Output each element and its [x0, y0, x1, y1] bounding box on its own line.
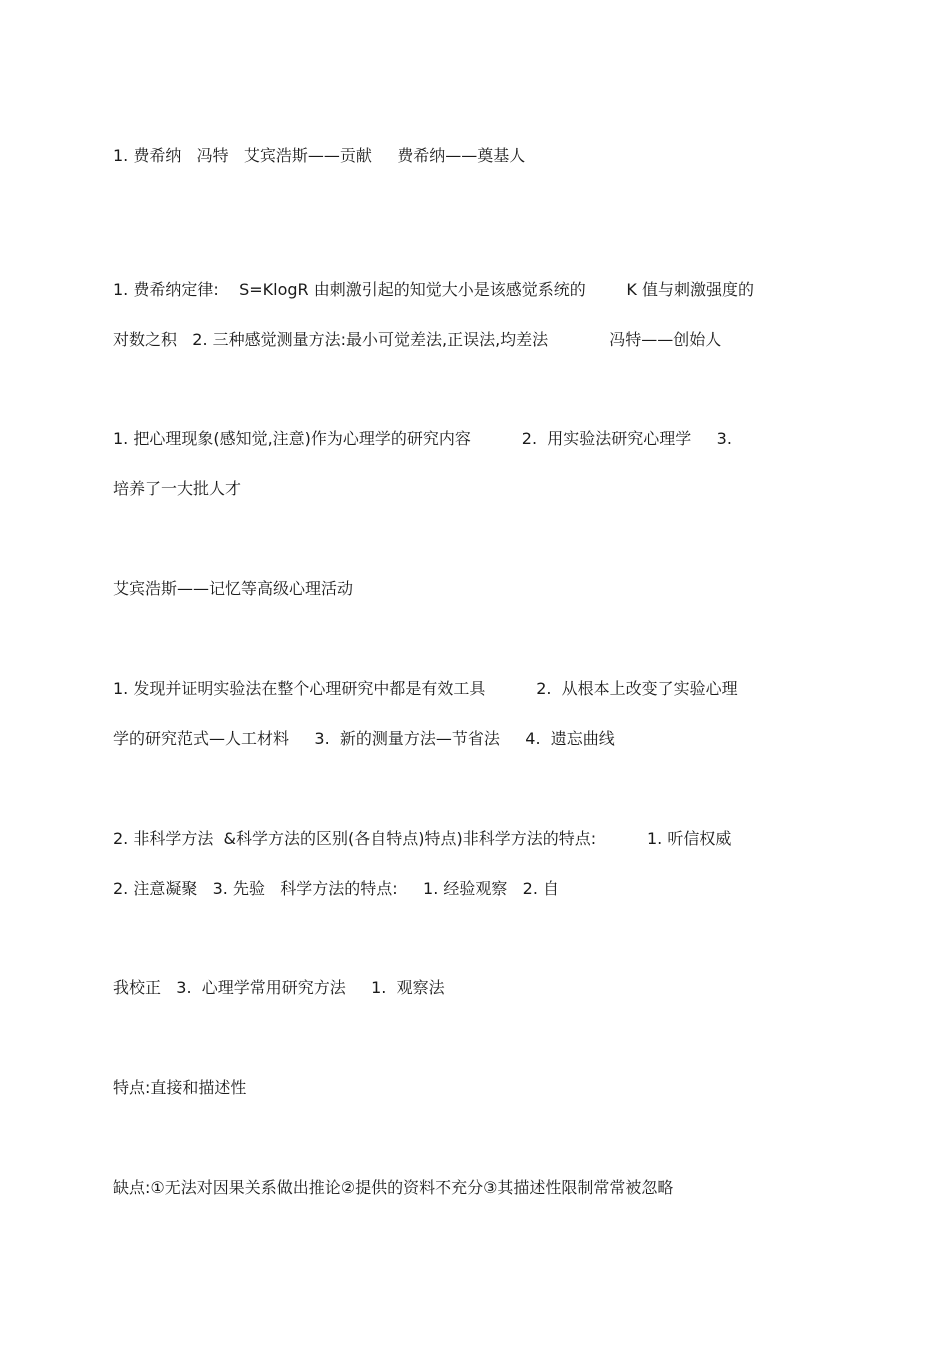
line-wundt-contributions-cont: 培养了一大批人才 [113, 479, 242, 498]
line-scientific-vs-nonscientific: 2. 非科学方法 &科学方法的区别(各自特点)特点)非科学方法的特点: 1. 听信权威 [113, 829, 732, 848]
line-ebbinghaus-contributions: 1. 发现并证明实验法在整个心理研究中都是有效工具 2. 从根本上改变了实验心理 [113, 679, 738, 698]
line-scientific-features: 2. 注意凝聚 3. 先验 科学方法的特点: 1. 经验观察 2. 自 [113, 879, 560, 898]
line-research-methods: 我校正 3. 心理学常用研究方法 1. 观察法 [113, 978, 445, 997]
line-observation-features: 特点:直接和描述性 [113, 1078, 247, 1097]
line-contributors: 1. 费希纳 冯特 艾宾浩斯——贡献 费希纳——奠基人 [113, 146, 526, 165]
line-fechner-law: 1. 费希纳定律: S=KlogR 由刺激引起的知觉大小是该感觉系统的 K 值与刺激强度的 [113, 280, 755, 299]
line-ebbinghaus-contributions-cont: 学的研究范式—人工材料 3. 新的测量方法—节省法 4. 遗忘曲线 [113, 729, 615, 748]
line-wundt-contributions: 1. 把心理现象(感知觉,注意)作为心理学的研究内容 2. 用实验法研究心理学 3. [113, 429, 732, 448]
line-ebbinghaus: 艾宾浩斯——记忆等高级心理活动 [113, 579, 354, 598]
line-observation-drawbacks: 缺点:①无法对因果关系做出推论②提供的资料不充分③其描述性限制常常被忽略 [113, 1178, 674, 1197]
line-measurement-methods: 对数之积 2. 三种感觉测量方法:最小可觉差法,正误法,均差法 冯特——创始人 [113, 330, 722, 349]
